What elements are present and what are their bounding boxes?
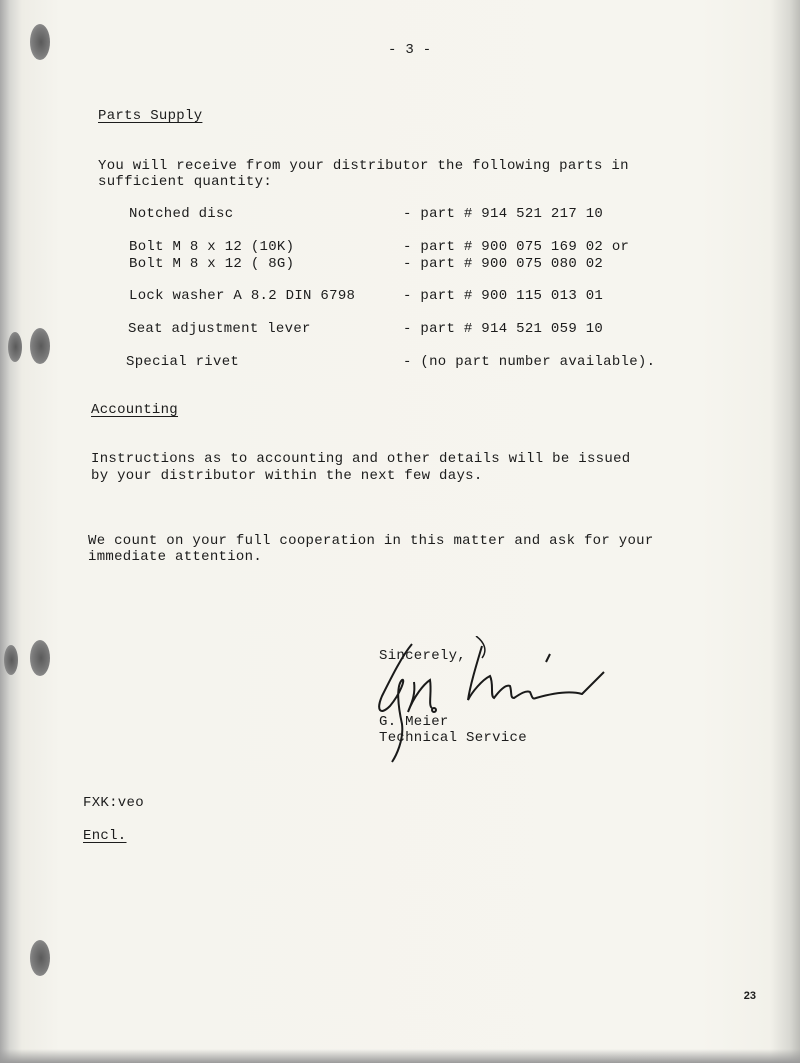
part-name: Special rivet: [126, 354, 240, 370]
part-number: - part # 900 075 080 02: [403, 256, 604, 272]
binder-hole: [30, 24, 50, 60]
binder-hole: [30, 940, 50, 976]
parts-intro-line: You will receive from your distributor the following parts in: [98, 158, 629, 174]
closing-line: We count on your full cooperation in this matter and ask for your: [88, 533, 654, 549]
page-marker: - 3 -: [388, 42, 432, 58]
accounting-line: by your distributor within the next few days.: [91, 468, 483, 484]
part-number: - part # 900 075 169 02 or: [403, 239, 630, 255]
signatory-name: G. Meier: [379, 714, 449, 730]
binder-hole: [8, 332, 22, 362]
part-number: - part # 914 521 059 10: [403, 321, 604, 337]
part-number: - (no part number available).: [403, 354, 656, 370]
binder-hole: [30, 640, 50, 676]
part-number: - part # 914 521 217 10: [403, 206, 604, 222]
part-name: Bolt M 8 x 12 ( 8G): [129, 256, 295, 272]
binder-hole: [30, 328, 50, 364]
binder-hole: [4, 645, 18, 675]
signatory-title: Technical Service: [379, 730, 527, 746]
accounting-line: Instructions as to accounting and other details will be issued: [91, 451, 631, 467]
salutation: Sincerely,: [379, 648, 467, 664]
parts-intro-line: sufficient quantity:: [98, 174, 273, 190]
page-number: 23: [743, 990, 756, 1002]
part-number: - part # 900 115 013 01: [403, 288, 604, 304]
part-name: Bolt M 8 x 12 (10K): [129, 239, 295, 255]
part-name: Seat adjustment lever: [128, 321, 311, 337]
part-name: Notched disc: [129, 206, 234, 222]
part-name: Lock washer A 8.2 DIN 6798: [129, 288, 356, 304]
section-heading-accounting: Accounting: [91, 402, 179, 418]
closing-line: immediate attention.: [88, 549, 263, 565]
reference-initials: FXK:veo: [83, 795, 144, 811]
page-bottom-shadow: [0, 1049, 800, 1063]
section-heading-parts-supply: Parts Supply: [98, 108, 203, 124]
enclosure-note: Encl.: [83, 828, 127, 844]
